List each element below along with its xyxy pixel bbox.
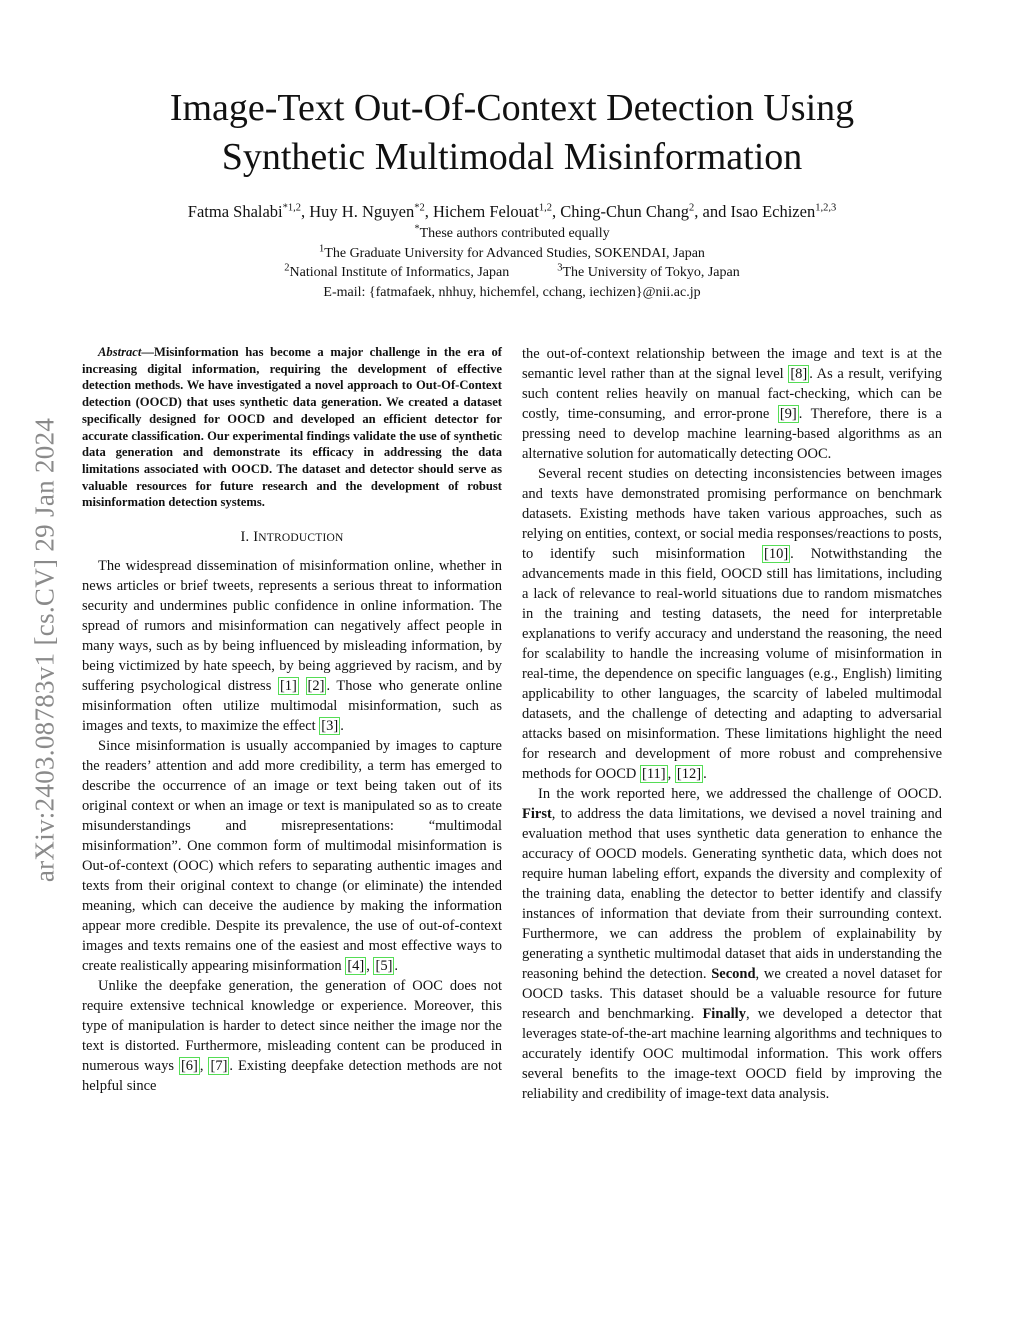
- section-number: I.: [240, 529, 250, 546]
- affiliation-text: The University of Tokyo, Japan: [562, 265, 740, 280]
- paragraph: [82, 976, 502, 1096]
- affiliation-text: The Graduate University for Advanced Studies, SOKENDAI, Japan: [324, 245, 705, 261]
- citation-link[interactable]: [8]: [790, 366, 808, 382]
- author-affiliation-mark: 1,2: [538, 202, 552, 214]
- author-name: and Isao Echizen: [702, 202, 816, 221]
- paragraph: [82, 736, 502, 976]
- paragraph: [522, 784, 942, 1104]
- paragraph-text: , we created a novel dataset for OOCD tasks. This dataset should be a valuable resource for future research and benchmarking.: [522, 966, 942, 1022]
- paragraph-text: .: [394, 958, 399, 975]
- paragraph-text: Since misinformation is usually accompanied by images to capture the readers’ attention and add more credibility, a term has emerged to describe the occurrence of an image or text being taken out of its original context or when an image or text is manipulated so as to create misunderstandings and misrepresentations: “multimodal misinformation”. One common form of multimodal misinformation is Out-of-context (OOC) which refers to separating authentic images and texts from their original context to change (or eliminate) the intended meaning, which can deceive the audience by making the information appear more credible. Despite its prevalence, the use of out-of-context images and texts remains one of the easiest and most effective ways to create realistically appearing misinformation: [82, 738, 502, 975]
- section-heading-introduction: [82, 527, 502, 548]
- citation-link[interactable]: [11]: [642, 766, 666, 782]
- citation-link[interactable]: [5]: [375, 958, 393, 975]
- paragraph-text: . Therefore, there is a pressing need to develop machine learning-based algorithms as an alternative solution for automatically detecting OOC.: [522, 406, 942, 462]
- paragraph-text: .: [340, 718, 344, 735]
- paragraph-text: , to address the data limitations, we devised a novel training and evaluation method that uses synthetic data generation to enhance the accuracy of OOCD models. Generating synthetic data, which does not require human labeling effort, expands the diversity and complexity of the training data, enabling the detector to better identify and classify instances of information that deviate from their surrounding context. Furthermore, we can address the problem of explainability by generating a synthetic multimodal dataset that aids in understanding the reasoning behind the detection.: [522, 806, 942, 982]
- abstract-text: —Misinformation has become a major challenge in the era of increasing digital information, requiring the development of effective detection methods. We have investigated a novel approach to Out-Of-Context detection (OOCD) that uses synthetic data generation. We created a dataset specifically designed for OOCD and developed an efficient detector for accurate classification. Our experimental findings validate the use of synthetic data generation and demonstrate its efficacy in addressing the data limitations associated with OOCD. The dataset and detector should serve as valuable resources for future research and the development of robust misinformation detection systems.: [82, 345, 502, 510]
- affiliation-mark: 3: [557, 262, 563, 274]
- paragraph-text: . Notwithstanding the advancements made in this field, OOCD still has limitations, including a lack of relevance to real-world situations due to random mismatches in the training and testing datasets, the need for interpretable explanations to verify accuracy and understand the reasoning, the need for scalability to handle the increasing volume of misinformation in real-time, the dependence on specific languages (e.g., English) limiting applicability to other languages, the scarcity of labeled multimodal datasets, and the challenge of detecting and adapting to adversarial attacks based on misinformation. These limitations highlight the need for research and development of more robust and comprehensive methods for OOCD: [522, 546, 942, 782]
- paragraph-text: . Those who generate online misinformation often utilize multimodal misinformation, such as images and texts, to maximize the effect: [82, 678, 503, 735]
- citation-link[interactable]: [12]: [676, 766, 702, 782]
- equal-note-mark: *: [414, 223, 420, 235]
- section-title-initial: I: [253, 529, 259, 546]
- author-name: Hichem Felouat: [432, 202, 539, 221]
- affiliation-1: [112, 244, 912, 264]
- author-list: Fatma Shalabi$^{*1,2}$, Huy H. Nguyen$^{*2}$, Hichem Felouat$^{1,2}$, Ching-Chun Chang$^2$, and Isao Echizen$^{1,2,3}$: [187, 202, 837, 221]
- paragraph-text: ,: [199, 1058, 204, 1075]
- emphasis-second: Second: [711, 966, 756, 982]
- emphasis-finally: Finally: [702, 1006, 746, 1022]
- left-column: [82, 344, 502, 1096]
- paragraph-text: , we developed a detector that leverages state-of-the-art machine learning algorithms and techniques to accurately identify OOC multimodal information. This work offers several benefits to the image-text OOCD field by improving the reliability and credibility of image-text data analysis.: [522, 1006, 942, 1102]
- citation-link[interactable]: [9]: [779, 406, 797, 422]
- paragraph: [82, 556, 502, 736]
- author-affiliation-mark: *2: [414, 202, 425, 214]
- abstract: [82, 344, 502, 511]
- paragraph-text: . Existing deepfake detection methods are not helpful since: [82, 1058, 503, 1095]
- emphasis-first: First: [522, 806, 552, 822]
- affiliation-2-3: [112, 263, 912, 283]
- abstract-label: Abstract: [98, 345, 142, 359]
- paragraph-text: Several recent studies on detecting inconsistencies between images and texts have demonstrated promising performance on benchmark datasets. Existing methods have taken various approaches, such as relying on entities, context, or social media responses/reactions to posts, to identify such misinformation: [522, 466, 942, 562]
- citation-link[interactable]: [4]: [347, 958, 365, 975]
- citation-link[interactable]: [3]: [321, 718, 339, 735]
- paragraph-text: The widespread dissemination of misinformation online, whether in news articles or brief tweets, represents a serious threat to information security and undermines public confidence in online information. The spread of rumors and misinformation can negatively affect people in many ways, such as by being influenced by misleading information, by being victimized by hate speech, by being aggrieved by racism, and by suffering psychological distress: [82, 558, 502, 695]
- author-name: Ching-Chun Chang: [560, 202, 689, 221]
- citation-link[interactable]: [6]: [180, 1058, 198, 1075]
- paragraph-text: ,: [667, 766, 672, 782]
- paragraph-text: .: [703, 766, 707, 782]
- paragraph-text: Unlike the deepfake generation, the generation of OOC does not require extensive technical knowledge or experience. Moreover, this type of manipulation is harder to detect since neither the image nor the text is distorted. Furthermore, misleading content can be produced in numerous ways: [82, 978, 502, 1075]
- contact-email: E-mail: {fatmafaek, nhhuy, hichemfel, cchang, iechizen}@nii.ac.jp: [323, 284, 701, 300]
- paragraph-text: In the work reported here, we addressed the challenge of OOCD.: [538, 786, 942, 802]
- title-line-2: Synthetic Multimodal Misinformation: [221, 136, 803, 178]
- author-affiliation-mark: 1,2,3: [815, 202, 837, 214]
- author-name: Huy H. Nguyen: [309, 202, 415, 221]
- paragraph-text: . As a result, verifying such content relies heavily on manual fact-checking, which can be costly, time-consuming, and error-prone: [522, 366, 943, 422]
- citation-link[interactable]: [1]: [279, 678, 297, 695]
- citation-link[interactable]: [7]: [210, 1058, 228, 1075]
- section-title-rest: NTRODUCTION: [258, 532, 344, 545]
- affiliation-text: National Institute of Informatics, Japan: [289, 265, 510, 280]
- paragraph-text: the out-of-context relationship between the image and text is at the semantic level rather than at the signal level: [522, 346, 942, 382]
- author-affiliation-mark: *1,2: [282, 202, 302, 214]
- affiliation-mark: 2: [284, 262, 290, 274]
- author-affiliation-mark: 2: [689, 202, 695, 214]
- paragraph-text: ,: [366, 958, 370, 975]
- arxiv-sidebar: [22, 350, 68, 950]
- affiliation-mark: 1: [319, 242, 325, 254]
- arxiv-identifier: arXiv:2403.08783v1 [cs.CV] 29 Jan 2024: [29, 417, 60, 883]
- author-name: Fatma Shalabi: [187, 202, 283, 221]
- paragraph: [522, 344, 942, 464]
- title-line-1: Image-Text Out-Of-Context Detection Using: [169, 87, 855, 129]
- citation-link[interactable]: [10]: [764, 546, 789, 562]
- right-column: [522, 344, 942, 1104]
- equal-contribution-note: [112, 224, 912, 244]
- paragraph: [522, 464, 942, 784]
- equal-note-text: These authors contributed equally: [419, 226, 610, 241]
- paper-title: [112, 84, 912, 182]
- citation-link[interactable]: [2]: [307, 678, 325, 695]
- author-block: [112, 200, 912, 302]
